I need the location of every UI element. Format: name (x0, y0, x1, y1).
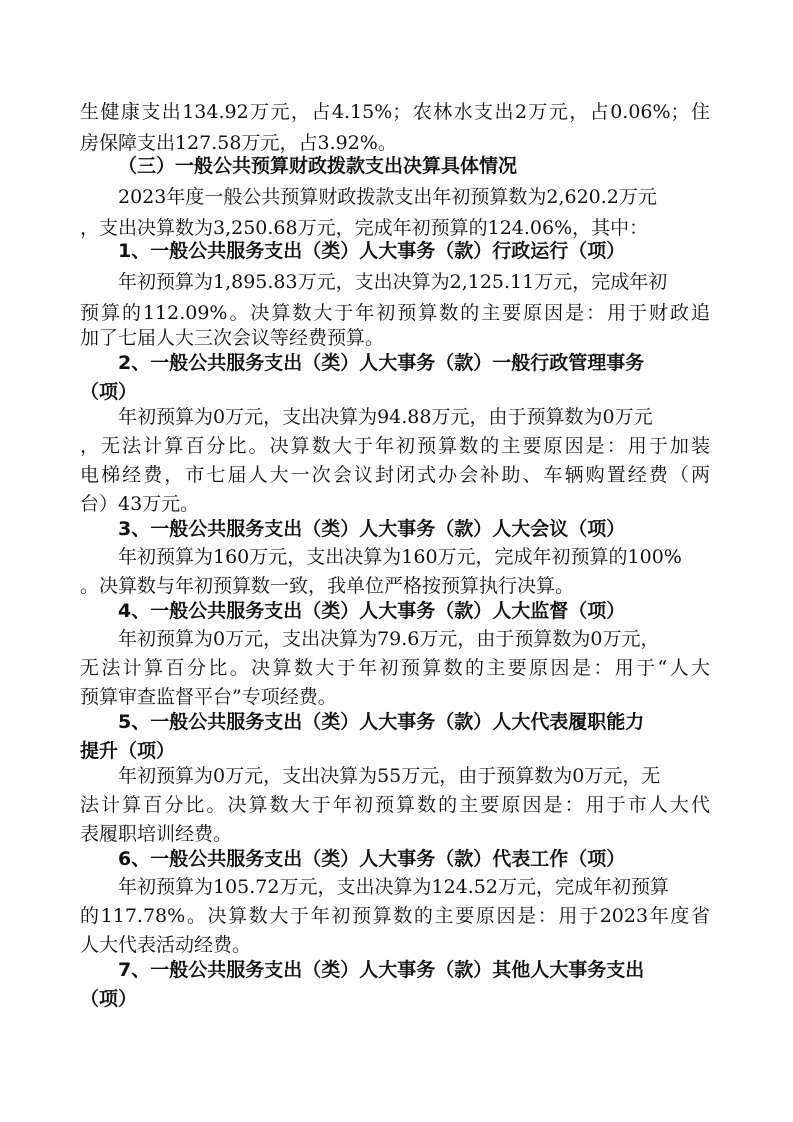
item-heading: 提升（项） (80, 740, 176, 762)
body-line: 年初预算为105.72万元，支出决算为124.52万元，完成年初预算 (118, 876, 669, 898)
body-line: 预算的112.09%。决算数大于年初预算数的主要原因是：用于财政追 (80, 302, 710, 324)
body-line: 台）43万元。 (80, 493, 200, 515)
body-line: 房保障支出127.58万元，占3.92%。 (80, 132, 397, 154)
body-line: 的117.78%。决算数大于年初预算数的主要原因是：用于2023年度省 (80, 905, 710, 927)
item-heading: （项） (80, 988, 138, 1010)
body-line: 年初预算为0万元，支出决算为79.6万元，由于预算数为0万元， (118, 628, 660, 650)
body-line: 表履职培训经费。 (80, 823, 233, 845)
item-heading: 7、一般公共服务支出（类）人大事务（款）其他人大事务支出 (118, 959, 645, 981)
body-line: 加了七届人大三次会议等经费预算。 (80, 327, 385, 349)
body-line: ，无法计算百分比。决算数大于年初预算数的主要原因是：用于加装 (80, 435, 710, 457)
body-line: 生健康支出134.92万元，占4.15%；农林水支出2万元，占0.06%；住 (80, 101, 710, 123)
body-line: 年初预算为0万元，支出决算为94.88万元，由于预算数为0万元 (118, 406, 653, 428)
body-line: ，支出决算数为3,250.68万元，完成年初预算的124.06%，其中： (80, 217, 649, 239)
item-heading: 3、一般公共服务支出（类）人大事务（款）人大会议（项） (118, 518, 626, 540)
body-line: 2023年度一般公共预算财政拨款支出年初预算数为2,620.2万元 (118, 186, 657, 208)
item-heading: （项） (80, 381, 138, 403)
body-line: 年初预算为0万元，支出决算为55万元，由于预算数为0万元，无 (118, 765, 661, 787)
item-heading: 1、一般公共服务支出（类）人大事务（款）行政运行（项） (118, 240, 626, 262)
item-heading: 4、一般公共服务支出（类）人大事务（款）人大监督（项） (118, 600, 626, 622)
body-line: 预算审查监督平台”专项经费。 (80, 686, 337, 708)
body-line: 电梯经费，市七届人大一次会议封闭式办会补助、车辆购置经费（两 (80, 464, 710, 486)
body-line: 。决算数与年初预算数一致，我单位严格按预算执行决算。 (80, 575, 575, 597)
item-heading: 5、一般公共服务支出（类）人大事务（款）人大代表履职能力 (118, 711, 645, 733)
body-line: 年初预算为1,895.83万元，支出决算为2,125.11万元，完成年初 (118, 271, 668, 293)
section-heading: （三）一般公共预算财政拨款支出决算具体情况 (118, 155, 518, 177)
body-line: 无法计算百分比。决算数大于年初预算数的主要原因是：用于“人大 (80, 657, 710, 679)
item-heading: 2、一般公共服务支出（类）人大事务（款）一般行政管理事务 (118, 352, 645, 374)
body-line: 人大代表活动经费。 (80, 934, 252, 956)
item-heading: 6、一般公共服务支出（类）人大事务（款）代表工作（项） (118, 848, 626, 870)
body-line: 年初预算为160万元，支出决算为160万元，完成年初预算的100% (118, 546, 682, 568)
body-line: 法计算百分比。决算数大于年初预算数的主要原因是：用于市人大代 (80, 794, 710, 816)
